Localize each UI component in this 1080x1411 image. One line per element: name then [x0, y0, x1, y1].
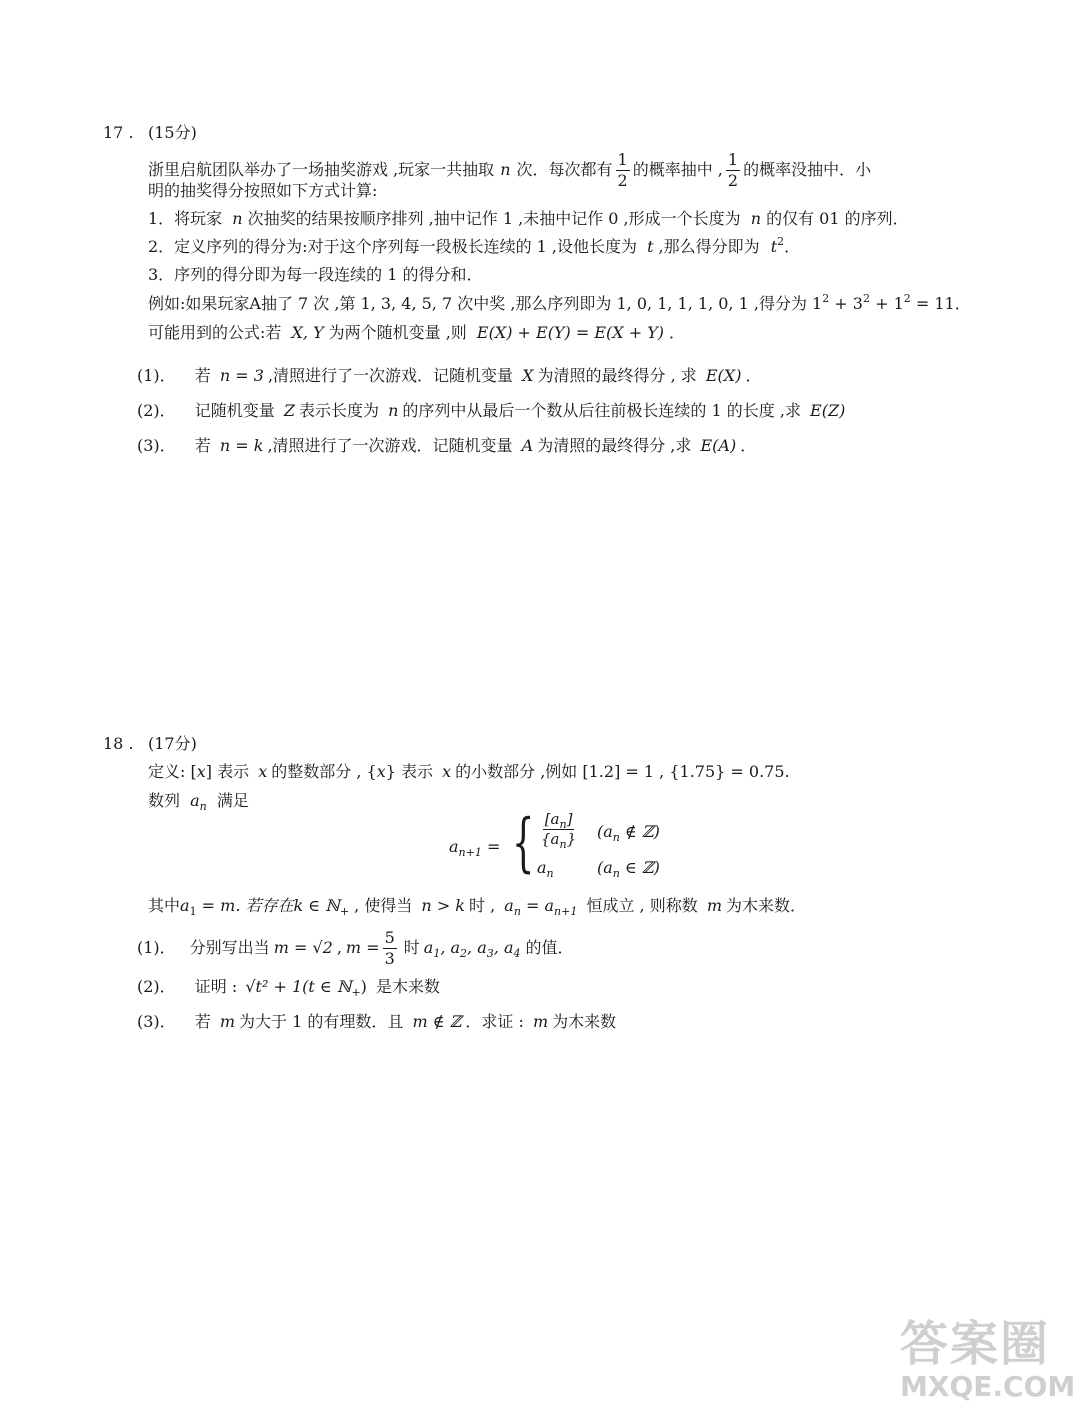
- cond-text: 为木来数．: [725, 896, 806, 915]
- example-text: + 1: [869, 294, 904, 313]
- exponent: 2: [777, 235, 785, 248]
- cond-text: , 使得当: [349, 896, 413, 915]
- q17-rule-2: [148, 235, 801, 256]
- subscript: 1: [189, 905, 197, 918]
- cond-math: n > k: [421, 896, 465, 915]
- q17-var-n: n: [750, 209, 762, 228]
- exponent: 2: [862, 292, 870, 305]
- sub-text: ,清照进行了一次游戏．记随机变量: [267, 366, 514, 385]
- sub-math: n = 3: [219, 366, 264, 385]
- seq-text: 数列: [148, 791, 181, 810]
- sub-text: ．: [745, 366, 762, 385]
- q17-intro-text: 的概率没抽中．小: [743, 160, 872, 179]
- sub-math: n = k: [219, 436, 264, 455]
- fraction-denominator: 2: [617, 170, 628, 190]
- sub-label: (3)．: [137, 1012, 176, 1031]
- sub-label: (1)．: [137, 366, 176, 385]
- def-var: x: [258, 762, 268, 781]
- sub-text: 的值．: [525, 938, 574, 957]
- sub-text: 的序列中从最后一个数从后往前极长连续的 1 的长度 ,求: [402, 401, 801, 420]
- fraction-denominator: 3: [384, 948, 395, 968]
- example-text: = 11．: [910, 294, 971, 313]
- def-text: 的整数部分 , {: [271, 762, 377, 781]
- subscript: +: [339, 905, 350, 918]
- case-2-condition: ($a_n$ ∈ ℤ): [597, 858, 660, 880]
- lhs-var: a: [449, 837, 459, 856]
- sub-math: m: [219, 1012, 236, 1031]
- sub-math: Z: [283, 401, 295, 420]
- sub-math: m ∉ ℤ: [412, 1012, 462, 1031]
- q17-intro-text: 的概率抽中 ,: [632, 160, 723, 179]
- sub-math: m: [532, 1012, 549, 1031]
- cond-text: 其中: [148, 896, 181, 915]
- sub-text: 若: [194, 436, 211, 455]
- sub-label: (2)．: [137, 401, 176, 420]
- sub-math: E(A): [700, 436, 737, 455]
- q18-sub-3: [137, 1014, 616, 1030]
- sub-math: m =: [345, 938, 380, 957]
- formula-text: ．: [669, 323, 686, 342]
- q17-var-n: n: [232, 209, 243, 228]
- q18-condition-line: [148, 896, 806, 918]
- subscript: +: [351, 986, 361, 999]
- exponent: 2: [822, 292, 830, 305]
- q18-sequence-intro: [148, 791, 249, 813]
- formula-math: X, Y: [291, 323, 324, 342]
- q18-sub-1: [137, 928, 574, 968]
- q17-rule-3: 3．序列的得分即为每一段连续的 1 的得分和．: [148, 265, 483, 284]
- q18-sub-2: [137, 977, 441, 999]
- def-text: ] 表示: [205, 762, 250, 781]
- sub-label: (2)．: [137, 977, 176, 996]
- def-var: x: [442, 762, 452, 781]
- question-18-points: (17分): [148, 734, 197, 753]
- sub-math: ): [360, 977, 367, 996]
- sub-text: 若: [194, 1012, 211, 1031]
- rule-text: ．: [784, 237, 801, 256]
- q17-sub-1: [137, 368, 761, 384]
- sub-text: ,清照进行了一次游戏．记随机变量: [267, 436, 513, 455]
- def-text: 定义: [: [148, 762, 197, 781]
- case-1-frac: [541, 810, 577, 851]
- cond-text: 时 ,: [469, 896, 496, 915]
- question-17-points: (15分): [148, 123, 197, 142]
- fraction-numerator: $[a_n]$: [544, 810, 573, 831]
- five-thirds-fraction: [383, 927, 397, 968]
- half-fraction: [616, 149, 630, 190]
- fraction-numerator: 1: [727, 149, 739, 169]
- sub-math: n: [388, 401, 399, 420]
- fraction-denominator: 2: [727, 170, 739, 190]
- def-var: x: [376, 762, 386, 781]
- sub-text: ．: [740, 436, 757, 455]
- cond-text: 恒成立 , 则称数: [586, 896, 698, 915]
- example-text: + 3: [829, 294, 863, 313]
- rule-text: 1．将玩家: [148, 209, 223, 228]
- sub-text: 表示长度为: [299, 401, 380, 420]
- q17-sub-3: [137, 438, 756, 454]
- fraction-numerator: 1: [617, 149, 628, 169]
- equals: =: [481, 837, 501, 856]
- left-brace: {: [512, 806, 535, 880]
- q17-formula: [148, 325, 685, 341]
- subscript: n+1: [458, 846, 482, 859]
- def-text: 的小数部分 ,例如 [1.2] = 1 , {1.75} = 0.75.: [455, 762, 790, 781]
- q17-intro-line2: 明的抽奖得分按照如下方式计算:: [148, 181, 378, 200]
- formula-text: 可能用到的公式:若: [148, 323, 282, 342]
- cond-math: a: [180, 896, 190, 915]
- sub-text: 记随机变量: [194, 401, 275, 420]
- sub-text: 时: [403, 938, 420, 957]
- cond-math: k ∈ ℕ: [293, 896, 340, 915]
- q18-definition: [148, 764, 790, 780]
- seq-text: 满足: [216, 791, 249, 810]
- case-2-value: $a_n$: [537, 858, 554, 880]
- piecewise-lhs: [449, 837, 501, 859]
- formula-math: E(X) + E(Y) = E(X + Y): [476, 323, 665, 342]
- sub-math: X: [522, 366, 534, 385]
- cond-math: = m. 若存在: [196, 896, 294, 915]
- subscript: n: [199, 800, 207, 813]
- cond-math: = a: [520, 896, 555, 915]
- sub-text: 若: [194, 366, 211, 385]
- sub-text: 分别写出当: [189, 938, 270, 957]
- q17-var-t: t: [647, 237, 654, 256]
- sub-text: 为清照的最终得分 , 求: [537, 366, 697, 385]
- watermark-url: MXQE.COM: [900, 1370, 1076, 1403]
- half-fraction: [726, 149, 740, 190]
- cond-math: a: [504, 896, 514, 915]
- rule-text: 次抽奖的结果按顺序排列 ,抽中记作 1 ,未抽中记作 0 ,形成一个长度为: [247, 209, 741, 228]
- sub-math: E(Z): [810, 401, 846, 420]
- cond-math: m: [706, 896, 722, 915]
- subscript: n+1: [554, 905, 578, 918]
- sub-label: (3)．: [137, 436, 176, 455]
- q17-var-n: n: [500, 160, 511, 179]
- sub-text: 为木来数: [552, 1012, 617, 1031]
- fraction-numerator: 5: [384, 927, 395, 947]
- rule-text: 的仅有 01 的序列．: [766, 209, 909, 228]
- watermark-logo: 答案圈: [900, 1316, 1051, 1372]
- rule-text: 2．定义序列的得分为:对于这个序列每一段极长连续的 1 ,设他长度为: [148, 237, 638, 256]
- rule-text: ,那么得分即为: [658, 237, 760, 256]
- q17-example: [148, 292, 971, 313]
- question-17-number: 17 .: [103, 123, 134, 142]
- q17-rule-1: [148, 211, 909, 227]
- subscript: n: [513, 905, 521, 918]
- q17-t-squared: t: [770, 237, 778, 256]
- formula-text: 为两个随机变量 ,则: [328, 323, 467, 342]
- sub-text: 为清照的最终得分 ,求: [537, 436, 692, 455]
- sub-text: 为大于 1 的有理数．且: [239, 1012, 404, 1031]
- exponent: 2: [903, 292, 911, 305]
- sub-label: (1)．: [137, 938, 176, 957]
- sub-math: √t² + 1: [245, 977, 303, 996]
- q17-intro-text: 次．每次都有: [516, 160, 613, 179]
- def-var: x: [196, 762, 206, 781]
- sub-math: m = √2: [273, 938, 333, 957]
- q17-sub-2: [137, 403, 845, 419]
- sub-text: 是木来数: [376, 977, 441, 996]
- sub-math: E(X): [705, 366, 742, 385]
- sub-math: $a_1$, $a_2$, $a_3$, $a_4$: [423, 938, 521, 960]
- sub-math: (t ∈ ℕ: [302, 977, 352, 996]
- sub-text: ,: [336, 938, 342, 957]
- seq-var: a: [190, 791, 200, 810]
- case-1-condition: ($a_n$ ∉ ℤ): [597, 822, 660, 844]
- example-text: 例如:如果玩家A抽了 7 次 ,第 1, 3, 4, 5, 7 次中奖 ,那么序列即为 1, 0, 1, 1, 1, 0, 1 ,得分为 1: [148, 294, 823, 313]
- question-18-number: 18 .: [103, 734, 134, 753]
- sub-text: 证明 :: [194, 977, 238, 996]
- fraction-denominator: $\{a_n\}$: [541, 830, 577, 851]
- def-text: } 表示: [385, 762, 433, 781]
- sub-text: ．求证 :: [465, 1012, 524, 1031]
- case-1-fraction: [538, 810, 579, 851]
- q17-intro-text: 浙里启航团队举办了一场抽奖游戏 ,玩家一共抽取: [148, 160, 495, 179]
- sub-math: A: [521, 436, 534, 455]
